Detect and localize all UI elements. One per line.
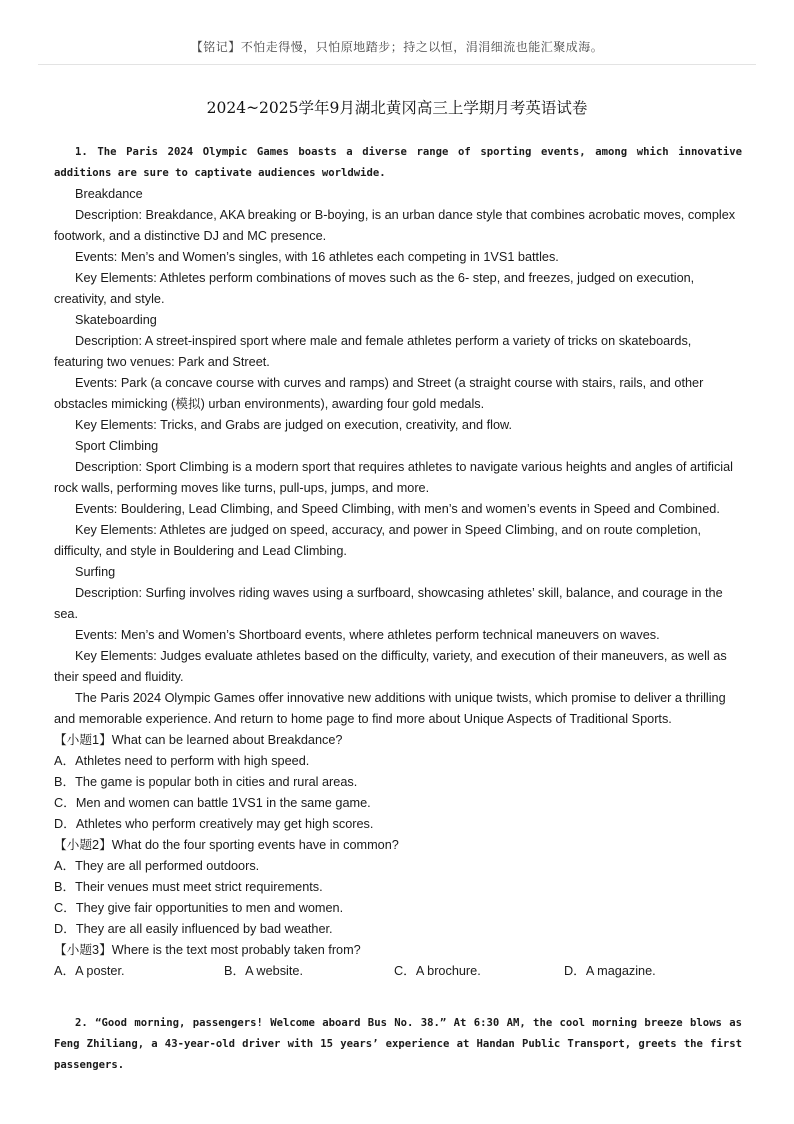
passage-paragraph: Key Elements: Athletes perform combinations of moves such as the 6- step, and freezes, judged on execution, creativity, and style.	[54, 271, 695, 306]
option-a: A．They are all performed outdoors.	[54, 859, 260, 873]
passage-heading-skateboarding: Skateboarding	[75, 313, 157, 327]
question-2-intro: 2. “Good morning, passengers! Welcome aboard Bus No. 38.” At 6:30 AM, the cool morning breeze blows as Feng Zhiliang, a 43-year-old driver with 15 years’ experience at Handan Public Transport, greets the first passengers.	[54, 1017, 742, 1071]
passage-conclusion: The Paris 2024 Olympic Games offer innovative new additions with unique twists, which promise to deliver a thrilling and memorable experience. And return to home page to find more about Unique Aspects of Traditional Sports.	[54, 691, 726, 726]
option-c: C．Men and women can battle 1VS1 in the same game.	[54, 796, 371, 810]
passage-paragraph: Events: Bouldering, Lead Climbing, and Speed Climbing, with men’s and women’s events in Speed and Combined.	[75, 502, 720, 516]
passage-paragraph: Key Elements: Tricks, and Grabs are judged on execution, creativity, and flow.	[75, 418, 512, 432]
passage-paragraph: Events: Park (a concave course with curves and ramps) and Street (a straight course with stairs, rails, and other obstacles mimicking (模拟) urban environments), awarding four gold medals.	[54, 376, 704, 411]
page-title: 2024~2025学年9月湖北黄冈高三上学期月考英语试卷	[206, 99, 588, 117]
passage-paragraph: Events: Men’s and Women’s singles, with 16 athletes each competing in 1VS1 battles.	[75, 250, 559, 264]
sub-question-prompt: 【小题2】What do the four sporting events have in common?	[54, 838, 399, 852]
passage-paragraph: Key Elements: Judges evaluate athletes based on the difficulty, variety, and execution of their maneuvers, as well as their speed and fluidity.	[54, 649, 727, 684]
sub-question-1	[54, 730, 742, 835]
option-d: D．Athletes who perform creatively may get high scores.	[54, 817, 374, 831]
option-c: C．A brochure.	[394, 964, 481, 978]
option-b: B．The game is popular both in cities and rural areas.	[54, 775, 358, 789]
sub-question-prompt: 【小题1】What can be learned about Breakdance?	[54, 733, 343, 747]
section-spacer	[54, 982, 742, 1013]
option-b: B．A website.	[224, 964, 303, 978]
passage-heading-breakdance: Breakdance	[75, 187, 143, 201]
sub-question-prompt: 【小题3】Where is the text most probably taken from?	[54, 943, 361, 957]
option-d: D．A magazine.	[564, 964, 656, 978]
question-1-intro: 1. The Paris 2024 Olympic Games boasts a diverse range of sporting events, among which innovative additions are sure to captivate audiences worldwide.	[54, 146, 742, 179]
passage-heading-sport-climbing: Sport Climbing	[75, 439, 159, 453]
option-a: A．Athletes need to perform with high speed.	[54, 754, 310, 768]
sub-question-2	[54, 835, 742, 940]
header-motto: 【铭记】不怕走得慢，只怕原地踏步；持之以恒，涓涓细流也能汇聚成海。	[190, 40, 604, 54]
option-a: A．A poster.	[54, 964, 125, 978]
option-d: D．They are all easily influenced by bad weather.	[54, 922, 333, 936]
option-row	[54, 961, 742, 982]
passage-paragraph: Key Elements: Athletes are judged on speed, accuracy, and power in Speed Climbing, and on route completion, difficulty, and style in Bouldering and Lead Climbing.	[54, 523, 702, 558]
passage-heading-surfing: Surfing	[75, 565, 116, 579]
passage-paragraph: Events: Men’s and Women’s Shortboard events, where athletes perform technical maneuvers on waves.	[75, 628, 660, 642]
option-c: C．They give fair opportunities to men and women.	[54, 901, 344, 915]
passage-paragraph: Description: Breakdance, AKA breaking or B-boying, is an urban dance style that combines acrobatic moves, complex footwork, and a distinctive DJ and MC presence.	[54, 208, 736, 243]
option-b: B．Their venues must meet strict requirements.	[54, 880, 323, 894]
passage-paragraph: Description: A street-inspired sport where male and female athletes perform a variety of tricks on skateboards, featuring two venues: Park and Street.	[54, 334, 692, 369]
header-divider	[38, 64, 756, 65]
passage-paragraph: Description: Surfing involves riding waves using a surfboard, showcasing athletes’ skill, balance, and courage in the sea.	[54, 586, 723, 621]
passage	[54, 184, 742, 730]
document-body	[54, 142, 742, 1076]
sub-question-3	[54, 940, 742, 982]
passage-paragraph: Description: Sport Climbing is a modern sport that requires athletes to navigate various heights and angles of artificial rock walls, performing moves like turns, pull-ups, jumps, and more.	[54, 460, 733, 495]
